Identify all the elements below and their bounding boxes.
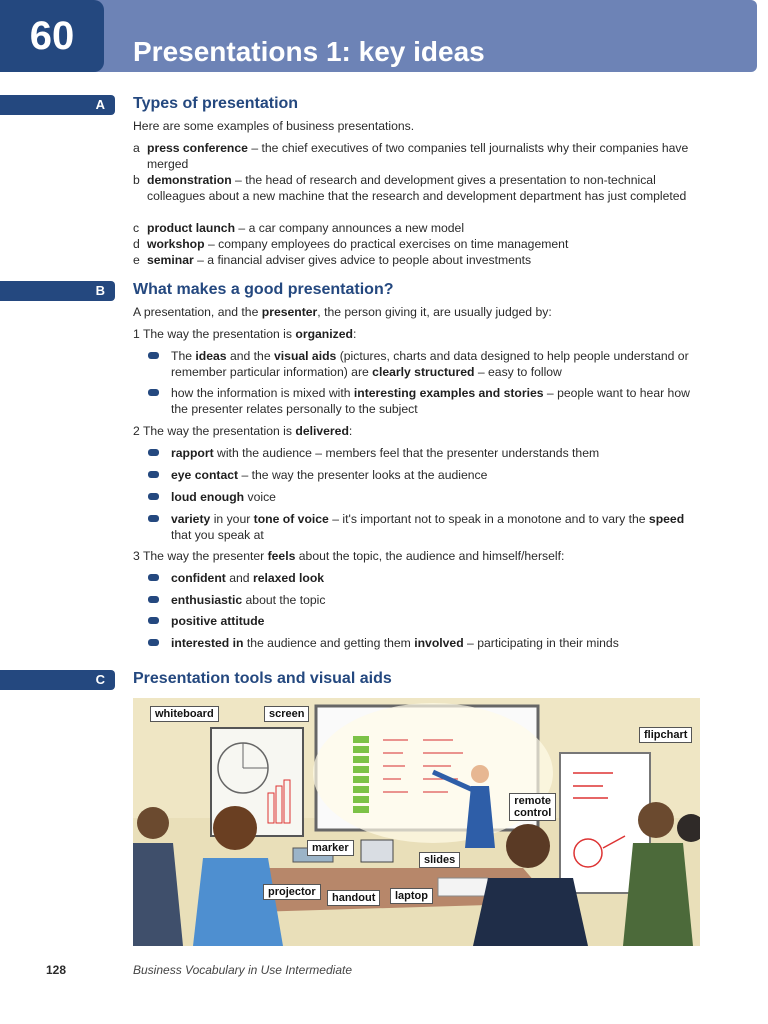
unit-number: 60 xyxy=(0,0,104,72)
label-laptop: laptop xyxy=(390,888,433,904)
point-1 xyxy=(133,326,713,342)
bullet-item xyxy=(148,592,704,608)
term: product launch xyxy=(147,221,236,235)
term: clearly structured xyxy=(372,365,475,379)
list-item xyxy=(133,220,703,236)
text: – the way the presenter looks at the audience xyxy=(238,468,488,482)
section-c-title: Presentation tools and visual aids xyxy=(133,670,392,687)
text: and xyxy=(225,571,253,585)
term: ideas xyxy=(195,349,227,363)
text: : xyxy=(348,424,353,438)
text: the audience and getting them xyxy=(243,636,415,650)
text: voice xyxy=(244,490,276,504)
term: variety xyxy=(171,512,211,526)
bullet-icon xyxy=(148,639,159,646)
bullet-item xyxy=(148,445,704,461)
term: feels xyxy=(267,549,296,563)
definition: – the chief executives of two companies tell journalists why their companies have merged xyxy=(147,141,689,171)
label-remote-control xyxy=(509,793,556,821)
bullet-icon xyxy=(148,449,159,456)
text: that you speak at xyxy=(171,528,264,542)
item-label: b xyxy=(133,173,140,187)
term: interesting examples and stories xyxy=(353,386,544,400)
item-label: a xyxy=(133,141,140,155)
term: loud enough xyxy=(171,490,245,504)
term: visual aids xyxy=(274,349,337,363)
term: involved xyxy=(414,636,464,650)
section-a-title: Types of presentation xyxy=(133,95,299,112)
text: remote xyxy=(514,795,551,807)
text: control xyxy=(514,807,552,819)
bullet-item xyxy=(148,570,704,586)
label-projector: projector xyxy=(263,884,321,900)
bullet-icon xyxy=(148,596,159,603)
text: – participating in their minds xyxy=(463,636,619,650)
term: organized xyxy=(295,327,353,341)
meeting-room-scene xyxy=(133,698,700,946)
text: – easy to follow xyxy=(474,365,562,379)
label-marker: marker xyxy=(307,840,354,856)
item-label: c xyxy=(133,221,140,235)
term: seminar xyxy=(147,253,194,267)
text: with the audience – members feel that the presenter understands them xyxy=(213,446,600,460)
term: press conference xyxy=(147,141,248,155)
bullet-icon xyxy=(148,493,159,500)
term: enthusiastic xyxy=(171,593,243,607)
bullet-item xyxy=(148,348,704,380)
section-a-marker: A xyxy=(0,95,115,115)
item-label: d xyxy=(133,237,140,251)
bullet-item xyxy=(148,467,704,483)
text: The xyxy=(171,349,196,363)
bullet-icon xyxy=(148,515,159,522)
term: presenter xyxy=(261,305,318,319)
text: , the person giving it, are usually judged by: xyxy=(317,305,552,319)
term: demonstration xyxy=(147,173,232,187)
term: interested in xyxy=(171,636,244,650)
definition: – the head of research and development gives a presentation to non-technical colleagues about a new machine that the research and development department has just completed xyxy=(147,173,687,203)
text: – it's important not to speak in a monotone and to vary the xyxy=(328,512,649,526)
list-item xyxy=(133,172,703,204)
section-a-intro: Here are some examples of business presentations. xyxy=(133,119,415,133)
label-whiteboard: whiteboard xyxy=(150,706,219,722)
text: about the topic, the audience and himself/herself: xyxy=(295,549,565,563)
section-b-marker: B xyxy=(0,281,115,301)
page-number: 128 xyxy=(46,963,67,977)
bullet-item xyxy=(148,489,704,505)
label-screen: screen xyxy=(264,706,309,722)
term: confident xyxy=(171,571,226,585)
label-slides: slides xyxy=(419,852,460,868)
text: in your xyxy=(210,512,254,526)
bullet-icon xyxy=(148,617,159,624)
section-b-title: What makes a good presentation? xyxy=(133,281,394,298)
bullet-item xyxy=(148,613,704,629)
definition: – a car company announces a new model xyxy=(235,221,465,235)
text: : xyxy=(352,327,357,341)
unit-title: Presentations 1: key ideas xyxy=(133,36,485,67)
item-label: e xyxy=(133,253,140,267)
text: 1 The way the presentation is xyxy=(133,327,296,341)
text: and the xyxy=(226,349,274,363)
bullet-icon xyxy=(148,352,159,359)
bullet-item xyxy=(148,635,704,651)
bullet-icon xyxy=(148,389,159,396)
term: tone of voice xyxy=(253,512,329,526)
term: relaxed look xyxy=(252,571,325,585)
section-b-intro xyxy=(133,304,713,320)
bullet-icon xyxy=(148,471,159,478)
list-item xyxy=(133,140,703,172)
bullet-item xyxy=(148,385,704,417)
book-title: Business Vocabulary in Use Intermediate xyxy=(133,963,352,977)
text: 2 The way the presentation is xyxy=(133,424,296,438)
term: delivered xyxy=(295,424,349,438)
presentation-illustration xyxy=(133,698,700,946)
label-flipchart: flipchart xyxy=(639,727,692,743)
definition: – company employees do practical exercises on time management xyxy=(204,237,569,251)
section-c-marker: C xyxy=(0,670,115,690)
list-item xyxy=(133,252,703,268)
term: positive attitude xyxy=(171,614,265,628)
bullet-item xyxy=(148,511,704,543)
text: (pictures, charts and data designed to help people understand or remember particular information) are xyxy=(171,349,689,379)
text: A presentation, and the xyxy=(133,305,262,319)
point-2 xyxy=(133,423,713,439)
point-3 xyxy=(133,548,713,564)
bullet-icon xyxy=(148,574,159,581)
text: 3 The way the presenter xyxy=(133,549,268,563)
text: about the topic xyxy=(242,593,326,607)
text: – people want to hear how the presenter relates personally to the subject xyxy=(171,386,690,416)
label-handout: handout xyxy=(327,890,380,906)
term: workshop xyxy=(147,237,205,251)
list-item xyxy=(133,236,703,252)
term: speed xyxy=(648,512,685,526)
term: eye contact xyxy=(171,468,239,482)
term: rapport xyxy=(171,446,214,460)
definition: – a financial adviser gives advice to people about investments xyxy=(193,253,532,267)
text: how the information is mixed with xyxy=(171,386,354,400)
